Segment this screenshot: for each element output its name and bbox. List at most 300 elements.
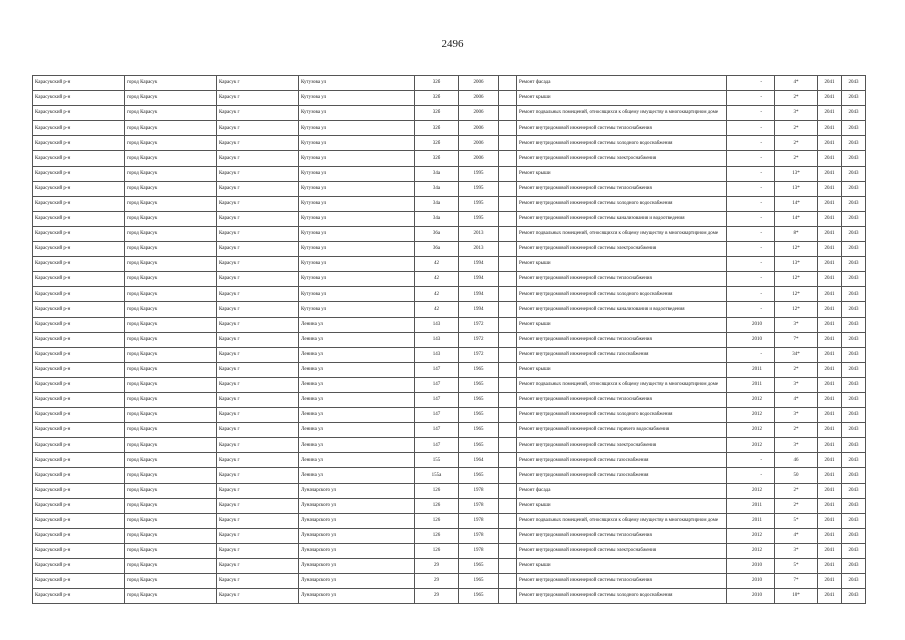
district-cell: Карасукский р-н [33,287,125,302]
street-cell: Кутузова ул [299,211,415,226]
end-year-cell: 2043 [842,468,866,483]
street-cell: Ленина ул [299,468,415,483]
empty-cell [499,196,517,211]
start-year-cell: 2041 [818,242,842,257]
settlement-cell: Карасук г [217,196,299,211]
build-year-cell: 1994 [459,257,499,272]
district-cell: Карасукский р-н [33,136,125,151]
table-row [33,226,866,241]
count-cell: 14* [775,196,818,211]
municipality-cell: город Карасук [125,242,217,257]
empty-cell [499,136,517,151]
last-repair-year-cell: - [727,181,775,196]
street-cell: Ленина ул [299,408,415,423]
district-cell: Карасукский р-н [33,589,125,604]
district-cell: Карасукский р-н [33,377,125,392]
settlement-cell: Карасук г [217,483,299,498]
house-number-cell: 36а [415,226,459,241]
empty-cell [499,559,517,574]
last-repair-year-cell: 2010 [727,332,775,347]
start-year-cell: 2041 [818,151,842,166]
last-repair-year-cell: 2012 [727,543,775,558]
street-cell: Луначарского ул [299,543,415,558]
table-row [33,362,866,377]
house-number-cell: 155а [415,468,459,483]
last-repair-year-cell: - [727,106,775,121]
district-cell: Карасукский р-н [33,513,125,528]
start-year-cell: 2041 [818,136,842,151]
municipality-cell: город Карасук [125,166,217,181]
count-cell: 12* [775,287,818,302]
build-year-cell: 1965 [459,574,499,589]
table-row [33,468,866,483]
house-number-cell: 147 [415,377,459,392]
district-cell: Карасукский р-н [33,242,125,257]
end-year-cell: 2043 [842,317,866,332]
count-cell: 3* [775,438,818,453]
district-cell: Карасукский р-н [33,438,125,453]
count-cell: 46 [775,453,818,468]
empty-cell [499,272,517,287]
end-year-cell: 2043 [842,362,866,377]
table-row [33,408,866,423]
municipality-cell: город Карасук [125,196,217,211]
district-cell: Карасукский р-н [33,181,125,196]
settlement-cell: Карасук г [217,181,299,196]
empty-cell [499,106,517,121]
municipality-cell: город Карасук [125,574,217,589]
street-cell: Ленина ул [299,453,415,468]
empty-cell [499,377,517,392]
district-cell: Карасукский р-н [33,347,125,362]
start-year-cell: 2041 [818,287,842,302]
empty-cell [499,438,517,453]
last-repair-year-cell: - [727,166,775,181]
end-year-cell: 2043 [842,76,866,91]
settlement-cell: Карасук г [217,362,299,377]
district-cell: Карасукский р-н [33,362,125,377]
house-number-cell: 126 [415,543,459,558]
street-cell: Луначарского ул [299,498,415,513]
district-cell: Карасукский р-н [33,76,125,91]
build-year-cell: 2006 [459,121,499,136]
settlement-cell: Карасук г [217,408,299,423]
municipality-cell: город Карасук [125,559,217,574]
empty-cell [499,362,517,377]
empty-cell [499,408,517,423]
start-year-cell: 2041 [818,106,842,121]
municipality-cell: город Карасук [125,392,217,407]
table-row [33,589,866,604]
last-repair-year-cell: 2010 [727,559,775,574]
start-year-cell: 2041 [818,438,842,453]
municipality-cell: город Карасук [125,589,217,604]
start-year-cell: 2041 [818,528,842,543]
street-cell: Луначарского ул [299,589,415,604]
district-cell: Карасукский р-н [33,559,125,574]
house-number-cell: 32б [415,106,459,121]
settlement-cell: Карасук г [217,392,299,407]
settlement-cell: Карасук г [217,242,299,257]
last-repair-year-cell: 2012 [727,423,775,438]
municipality-cell: город Карасук [125,257,217,272]
work-type-cell: Ремонт внутридомовой инженерной системы теплоснабжения [517,181,727,196]
district-cell: Карасукский р-н [33,574,125,589]
district-cell: Карасукский р-н [33,91,125,106]
start-year-cell: 2041 [818,498,842,513]
table-row [33,543,866,558]
last-repair-year-cell: 2011 [727,377,775,392]
municipality-cell: город Карасук [125,317,217,332]
house-number-cell: 29 [415,559,459,574]
count-cell: 4* [775,528,818,543]
house-number-cell: 143 [415,332,459,347]
count-cell: 2* [775,91,818,106]
last-repair-year-cell: 2012 [727,392,775,407]
house-number-cell: 34а [415,211,459,226]
municipality-cell: город Карасук [125,272,217,287]
street-cell: Кутузова ул [299,121,415,136]
settlement-cell: Карасук г [217,257,299,272]
street-cell: Кутузова ул [299,181,415,196]
table-row [33,242,866,257]
municipality-cell: город Карасук [125,423,217,438]
settlement-cell: Карасук г [217,226,299,241]
empty-cell [499,257,517,272]
street-cell: Ленина ул [299,377,415,392]
empty-cell [499,453,517,468]
end-year-cell: 2043 [842,181,866,196]
build-year-cell: 1965 [459,468,499,483]
municipality-cell: город Карасук [125,377,217,392]
start-year-cell: 2041 [818,423,842,438]
empty-cell [499,181,517,196]
street-cell: Луначарского ул [299,559,415,574]
house-number-cell: 155 [415,453,459,468]
table-row [33,453,866,468]
count-cell: 2* [775,362,818,377]
count-cell: 12* [775,302,818,317]
end-year-cell: 2043 [842,151,866,166]
build-year-cell: 1978 [459,513,499,528]
work-type-cell: Ремонт подвальных помещений, относящихся к общему имуществу в многоквартирном доме [517,513,727,528]
build-year-cell: 1978 [459,543,499,558]
table-row [33,574,866,589]
count-cell: 2* [775,151,818,166]
settlement-cell: Карасук г [217,347,299,362]
work-type-cell: Ремонт внутридомовой инженерной системы газоснабжения [517,347,727,362]
settlement-cell: Карасук г [217,498,299,513]
settlement-cell: Карасук г [217,574,299,589]
last-repair-year-cell: - [727,453,775,468]
empty-cell [499,347,517,362]
house-number-cell: 143 [415,347,459,362]
end-year-cell: 2043 [842,166,866,181]
district-cell: Карасукский р-н [33,166,125,181]
municipality-cell: город Карасук [125,226,217,241]
build-year-cell: 2006 [459,91,499,106]
table-row [33,257,866,272]
municipality-cell: город Карасук [125,181,217,196]
work-type-cell: Ремонт внутридомовой инженерной системы газоснабжения [517,468,727,483]
build-year-cell: 1965 [459,362,499,377]
last-repair-year-cell: - [727,211,775,226]
house-number-cell: 32б [415,76,459,91]
street-cell: Кутузова ул [299,272,415,287]
municipality-cell: город Карасук [125,347,217,362]
house-number-cell: 143 [415,317,459,332]
page-number: 2496 [441,38,464,50]
start-year-cell: 2041 [818,121,842,136]
house-number-cell: 32б [415,136,459,151]
district-cell: Карасукский р-н [33,392,125,407]
table-row [33,332,866,347]
build-year-cell: 1965 [459,589,499,604]
count-cell: 2* [775,498,818,513]
work-type-cell: Ремонт внутридомовой инженерной системы холодного водоснабжения [517,136,727,151]
count-cell: 2* [775,483,818,498]
last-repair-year-cell: - [727,242,775,257]
house-number-cell: 126 [415,483,459,498]
work-type-cell: Ремонт внутридомовой инженерной системы электроснабжения [517,151,727,166]
work-type-cell: Ремонт внутридомовой инженерной системы теплоснабжения [517,121,727,136]
empty-cell [499,302,517,317]
street-cell: Ленина ул [299,317,415,332]
empty-cell [499,91,517,106]
municipality-cell: город Карасук [125,106,217,121]
district-cell: Карасукский р-н [33,257,125,272]
end-year-cell: 2043 [842,302,866,317]
last-repair-year-cell: 2011 [727,362,775,377]
work-type-cell: Ремонт внутридомовой инженерной системы холодного водоснабжения [517,408,727,423]
work-type-cell: Ремонт фасада [517,76,727,91]
empty-cell [499,392,517,407]
start-year-cell: 2041 [818,211,842,226]
municipality-cell: город Карасук [125,528,217,543]
end-year-cell: 2043 [842,438,866,453]
end-year-cell: 2043 [842,106,866,121]
start-year-cell: 2041 [818,377,842,392]
end-year-cell: 2043 [842,136,866,151]
last-repair-year-cell: - [727,196,775,211]
municipality-cell: город Карасук [125,543,217,558]
street-cell: Луначарского ул [299,574,415,589]
count-cell: 12* [775,272,818,287]
street-cell: Кутузова ул [299,257,415,272]
start-year-cell: 2041 [818,226,842,241]
street-cell: Кутузова ул [299,287,415,302]
last-repair-year-cell: - [727,151,775,166]
last-repair-year-cell: - [727,121,775,136]
settlement-cell: Карасук г [217,332,299,347]
settlement-cell: Карасук г [217,377,299,392]
house-number-cell: 29 [415,574,459,589]
street-cell: Кутузова ул [299,91,415,106]
end-year-cell: 2043 [842,91,866,106]
district-cell: Карасукский р-н [33,211,125,226]
build-year-cell: 2006 [459,136,499,151]
house-number-cell: 147 [415,408,459,423]
count-cell: 10* [775,589,818,604]
last-repair-year-cell: - [727,302,775,317]
empty-cell [499,121,517,136]
last-repair-year-cell: 2010 [727,317,775,332]
work-type-cell: Ремонт внутридомовой инженерной системы электроснабжения [517,543,727,558]
table-row [33,166,866,181]
settlement-cell: Карасук г [217,166,299,181]
empty-cell [499,76,517,91]
street-cell: Кутузова ул [299,106,415,121]
empty-cell [499,468,517,483]
count-cell: 2* [775,121,818,136]
build-year-cell: 1965 [459,408,499,423]
settlement-cell: Карасук г [217,317,299,332]
table-row [33,211,866,226]
work-type-cell: Ремонт крыши [517,559,727,574]
table-row [33,438,866,453]
empty-cell [499,543,517,558]
house-number-cell: 36а [415,242,459,257]
district-cell: Карасукский р-н [33,498,125,513]
count-cell: 2* [775,136,818,151]
settlement-cell: Карасук г [217,543,299,558]
table-row [33,91,866,106]
district-cell: Карасукский р-н [33,332,125,347]
work-type-cell: Ремонт крыши [517,257,727,272]
work-type-cell: Ремонт крыши [517,362,727,377]
build-year-cell: 2006 [459,76,499,91]
start-year-cell: 2041 [818,392,842,407]
district-cell: Карасукский р-н [33,106,125,121]
build-year-cell: 1994 [459,287,499,302]
build-year-cell: 1978 [459,498,499,513]
district-cell: Карасукский р-н [33,543,125,558]
build-year-cell: 1995 [459,181,499,196]
last-repair-year-cell: - [727,468,775,483]
start-year-cell: 2041 [818,91,842,106]
municipality-cell: город Карасук [125,498,217,513]
count-cell: 5* [775,559,818,574]
municipality-cell: город Карасук [125,453,217,468]
table-row [33,392,866,407]
build-year-cell: 1995 [459,211,499,226]
count-cell: 14* [775,211,818,226]
count-cell: 2* [775,423,818,438]
settlement-cell: Карасук г [217,589,299,604]
start-year-cell: 2041 [818,513,842,528]
start-year-cell: 2041 [818,468,842,483]
municipality-cell: город Карасук [125,468,217,483]
house-number-cell: 34а [415,166,459,181]
build-year-cell: 1972 [459,347,499,362]
settlement-cell: Карасук г [217,559,299,574]
municipality-cell: город Карасук [125,438,217,453]
district-cell: Карасукский р-н [33,423,125,438]
street-cell: Кутузова ул [299,242,415,257]
street-cell: Луначарского ул [299,528,415,543]
build-year-cell: 1965 [459,438,499,453]
build-year-cell: 1978 [459,483,499,498]
count-cell: 50 [775,468,818,483]
start-year-cell: 2041 [818,302,842,317]
street-cell: Ленина ул [299,392,415,407]
table-row [33,106,866,121]
last-repair-year-cell: - [727,287,775,302]
house-number-cell: 29 [415,589,459,604]
start-year-cell: 2041 [818,574,842,589]
build-year-cell: 1965 [459,392,499,407]
build-year-cell: 1964 [459,453,499,468]
repair-schedule-table [32,75,866,604]
settlement-cell: Карасук г [217,528,299,543]
table-row [33,347,866,362]
settlement-cell: Карасук г [217,211,299,226]
house-number-cell: 34а [415,181,459,196]
municipality-cell: город Карасук [125,332,217,347]
count-cell: 8* [775,226,818,241]
end-year-cell: 2043 [842,211,866,226]
end-year-cell: 2043 [842,287,866,302]
house-number-cell: 147 [415,438,459,453]
house-number-cell: 42 [415,272,459,287]
house-number-cell: 34а [415,196,459,211]
start-year-cell: 2041 [818,408,842,423]
street-cell: Ленина ул [299,438,415,453]
street-cell: Кутузова ул [299,166,415,181]
build-year-cell: 2013 [459,242,499,257]
empty-cell [499,513,517,528]
district-cell: Карасукский р-н [33,483,125,498]
work-type-cell: Ремонт крыши [517,317,727,332]
empty-cell [499,242,517,257]
table-body [33,76,866,604]
municipality-cell: город Карасук [125,513,217,528]
end-year-cell: 2043 [842,513,866,528]
table-row [33,513,866,528]
table-row [33,136,866,151]
count-cell: 3* [775,317,818,332]
work-type-cell: Ремонт подвальных помещений, относящихся к общему имуществу в многоквартирном доме [517,226,727,241]
table-row [33,121,866,136]
table-row [33,483,866,498]
work-type-cell: Ремонт фасада [517,483,727,498]
start-year-cell: 2041 [818,483,842,498]
count-cell: 34* [775,347,818,362]
district-cell: Карасукский р-н [33,528,125,543]
count-cell: 5* [775,513,818,528]
district-cell: Карасукский р-н [33,121,125,136]
start-year-cell: 2041 [818,362,842,377]
build-year-cell: 2006 [459,151,499,166]
municipality-cell: город Карасук [125,211,217,226]
last-repair-year-cell: - [727,347,775,362]
district-cell: Карасукский р-н [33,196,125,211]
end-year-cell: 2043 [842,589,866,604]
house-number-cell: 126 [415,513,459,528]
municipality-cell: город Карасук [125,91,217,106]
table-row [33,272,866,287]
end-year-cell: 2043 [842,226,866,241]
table-row [33,423,866,438]
end-year-cell: 2043 [842,423,866,438]
settlement-cell: Карасук г [217,438,299,453]
build-year-cell: 1965 [459,377,499,392]
count-cell: 3* [775,377,818,392]
build-year-cell: 1995 [459,196,499,211]
last-repair-year-cell: 2010 [727,589,775,604]
count-cell: 13* [775,181,818,196]
count-cell: 3* [775,543,818,558]
